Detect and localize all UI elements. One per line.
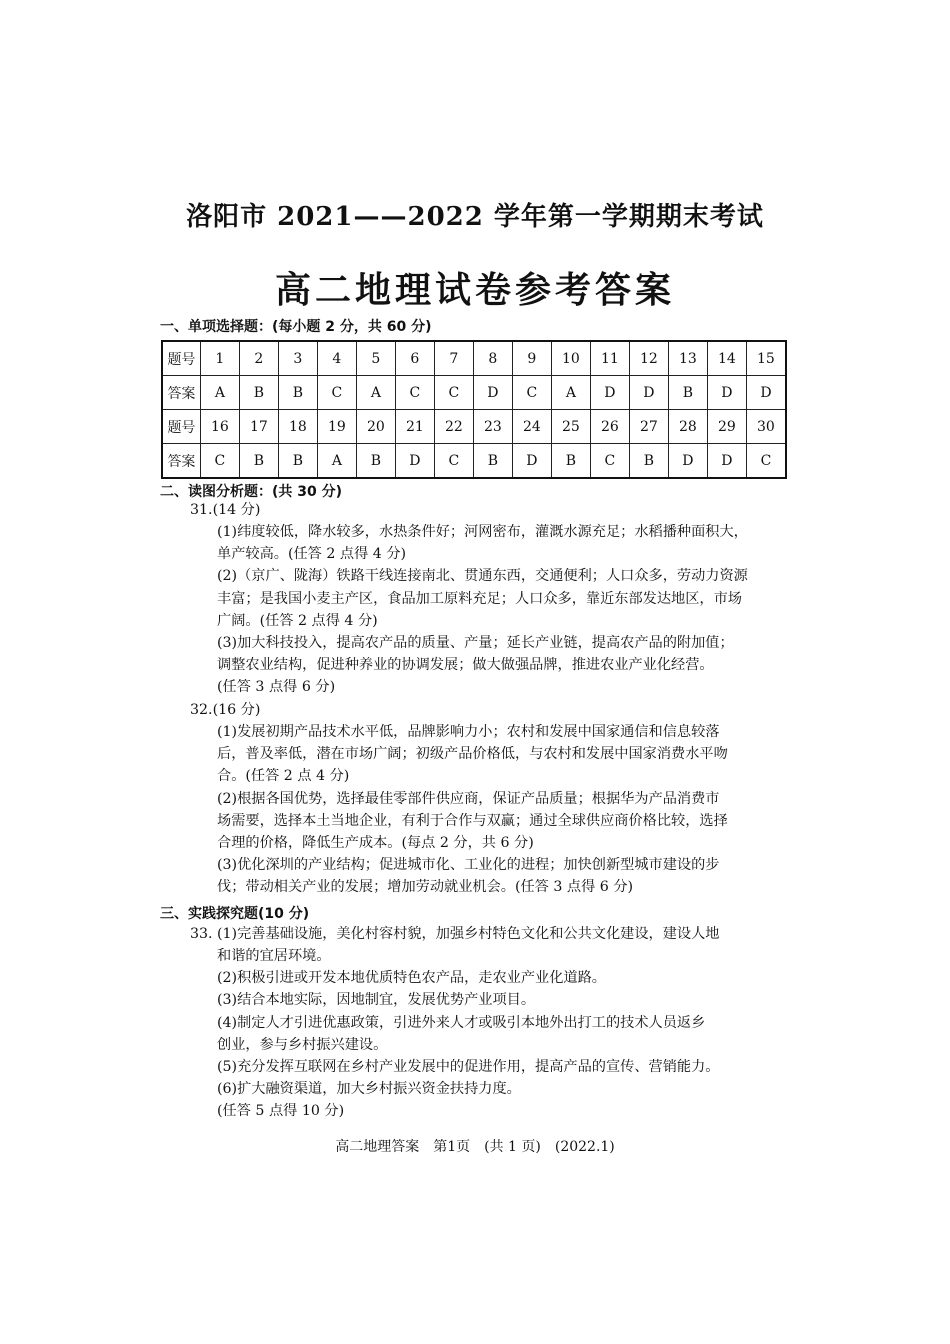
question-number-cell: 28 (668, 410, 707, 444)
answer-cell: C (746, 444, 786, 479)
question-number-cell: 2 (239, 341, 278, 376)
answer-cell: B (356, 444, 395, 479)
answer-text-line: (2)（京广、陇海）铁路干线连接南北、贯通东西，交通便利；人口众多，劳动力资源 (217, 568, 748, 585)
exam-title: 洛阳市 2021——2022 学年第一学期期末考试 (186, 202, 764, 232)
answer-text-line: (1)发展初期产品技术水平低，品牌影响力小；农村和发展中国家通信和信息较落 (217, 724, 720, 740)
answer-text-line: (3)优化深圳的产业结构；促进城市化、工业化的进程；加快创新型城市建设的步 (217, 857, 720, 874)
question-number-cell: 17 (239, 410, 278, 444)
answer-cell: D (590, 376, 629, 410)
answer-text-line: (2)根据各国优势，选择最佳零部件供应商，保证产品质量；根据华为产品消费市 (217, 790, 720, 807)
row-label-answer: 答案 (162, 376, 200, 410)
answer-cell: C (395, 376, 434, 410)
question-number-cell: 24 (512, 410, 551, 444)
answer-cell: B (473, 444, 512, 479)
question-number-cell: 26 (590, 410, 629, 444)
answer-text-line: 和谐的宜居环境。 (217, 948, 331, 964)
question-number-cell: 6 (395, 341, 434, 376)
answer-text-line: (任答 3 点得 6 分) (217, 679, 336, 696)
answer-text-line: (1)纬度较低，降水较多，水热条件好；河网密布，灌溉水源充足；水稻播种面积大， (217, 524, 748, 540)
number-row-1 (162, 341, 786, 376)
answer-text-line: (任答 5 点得 10 分) (217, 1103, 345, 1120)
q32-label: 32.(16 分) (190, 702, 261, 718)
answer-cell: A (200, 376, 239, 410)
row-label-answer: 答案 (162, 444, 200, 479)
question-number-cell: 29 (707, 410, 746, 444)
question-number-cell: 19 (317, 410, 356, 444)
question-number-cell: 10 (551, 341, 590, 376)
question-number-cell: 20 (356, 410, 395, 444)
section3-heading: 三、实践探究题(10 分) (160, 906, 310, 922)
question-number-cell: 7 (434, 341, 473, 376)
answer-cell: D (746, 376, 786, 410)
question-number-cell: 30 (746, 410, 786, 444)
answer-text-line: 创业，参与乡村振兴建设。 (217, 1036, 388, 1053)
answer-text-line: 合理的价格，降低生产成本。(每点 2 分，共 6 分) (217, 835, 534, 852)
question-number-cell: 15 (746, 341, 786, 376)
number-row-2 (162, 410, 786, 444)
question-number-cell: 25 (551, 410, 590, 444)
answer-cell: A (551, 376, 590, 410)
answer-cell: D (473, 376, 512, 410)
answer-text-line: (3)加大科技投入，提高农产品的质量、产量；延长产业链，提高农产品的附加值； (217, 635, 734, 652)
answer-cell: B (239, 444, 278, 479)
answer-key-title: 高二地理试卷参考答案 (274, 269, 675, 311)
answer-text-line: 伐；带动相关产业的发展；增加劳动就业机会。(任答 3 点得 6 分) (217, 879, 634, 896)
question-number-cell: 22 (434, 410, 473, 444)
answer-cell: B (668, 376, 707, 410)
answer-text-line: 广阔。(任答 2 点得 4 分) (217, 612, 378, 629)
answer-cell: B (278, 376, 317, 410)
answer-cell: D (512, 444, 551, 479)
section1-heading: 一、单项选择题：(每小题 2 分，共 60 分) (160, 319, 432, 335)
answer-cell: B (239, 376, 278, 410)
answer-cell: A (317, 444, 356, 479)
answer-text-line: 合。(任答 2 点 4 分) (217, 768, 350, 785)
row-label-number: 题号 (162, 410, 200, 444)
answer-text-line: (4)制定人才引进优惠政策，引进外来人才或吸引本地外出打工的技术人员返乡 (217, 1014, 706, 1031)
question-number-cell: 5 (356, 341, 395, 376)
question-number-cell: 3 (278, 341, 317, 376)
answer-cell: C (434, 444, 473, 479)
q31-label: 31.(14 分) (190, 502, 261, 518)
q33-first-line: (1)完善基础设施，美化村容村貌，加强乡村特色文化和公共文化建设，建设人地 (217, 926, 720, 942)
answer-cell: C (590, 444, 629, 479)
answer-row-2 (162, 444, 786, 479)
answer-row-1 (162, 376, 786, 410)
answer-text-line: 后，普及率低，潜在市场广阔；初级产品价格低，与农村和发展中国家消费水平吻 (217, 746, 728, 763)
answer-cell: C (317, 376, 356, 410)
answer-cell: C (512, 376, 551, 410)
answer-text-line: (5)充分发挥互联网在乡村产业发展中的促进作用，提高产品的宣传、营销能力。 (217, 1059, 720, 1076)
page-footer: 高二地理答案 第1页 (共 1 页) (2022.1) (335, 1139, 615, 1155)
answer-cell: A (356, 376, 395, 410)
answer-cell: D (629, 376, 668, 410)
answer-text-line: (3)结合本地实际，因地制宜，发展优势产业项目。 (217, 992, 536, 1009)
question-number-cell: 13 (668, 341, 707, 376)
q31-body (217, 521, 797, 699)
answer-text-line: 调整农业结构，促进种养业的协调发展；做大做强品牌，推进农业产业化经营。 (217, 657, 714, 674)
question-number-cell: 8 (473, 341, 512, 376)
question-number-cell: 23 (473, 410, 512, 444)
question-number-cell: 14 (707, 341, 746, 376)
q32-body (217, 721, 797, 899)
question-number-cell: 1 (200, 341, 239, 376)
question-number-cell: 11 (590, 341, 629, 376)
answer-text-line: 丰富；是我国小麦主产区，食品加工原料充足；人口众多，靠近东部发达地区，市场 (217, 590, 742, 607)
answer-cell: C (434, 376, 473, 410)
answer-cell: B (551, 444, 590, 479)
answer-text-line: (2)积极引进或开发本地优质特色农产品，走农业产业化道路。 (217, 970, 606, 987)
answer-table (161, 340, 787, 479)
answer-text-line: 单产较高。(任答 2 点得 4 分) (217, 546, 407, 563)
question-number-cell: 27 (629, 410, 668, 444)
answer-cell: C (200, 444, 239, 479)
question-number-cell: 21 (395, 410, 434, 444)
answer-text-line: 场需要，选择本土当地企业，有利于合作与双赢；通过全球供应商价格比较，选择 (217, 812, 728, 829)
answer-cell: D (707, 444, 746, 479)
question-number-cell: 9 (512, 341, 551, 376)
question-number-cell: 4 (317, 341, 356, 376)
answer-cell: B (629, 444, 668, 479)
answer-cell: B (278, 444, 317, 479)
answer-text-line: (6)扩大融资渠道，加大乡村振兴资金扶持力度。 (217, 1081, 521, 1098)
question-number-cell: 16 (200, 410, 239, 444)
q33-label: 33. (190, 926, 213, 942)
row-label-number: 题号 (162, 341, 200, 376)
question-number-cell: 12 (629, 341, 668, 376)
answer-cell: D (395, 444, 434, 479)
question-number-cell: 18 (278, 410, 317, 444)
answer-cell: D (707, 376, 746, 410)
answer-cell: D (668, 444, 707, 479)
section2-heading: 二、读图分析题：(共 30 分) (160, 484, 343, 500)
q33-body (217, 945, 797, 1123)
